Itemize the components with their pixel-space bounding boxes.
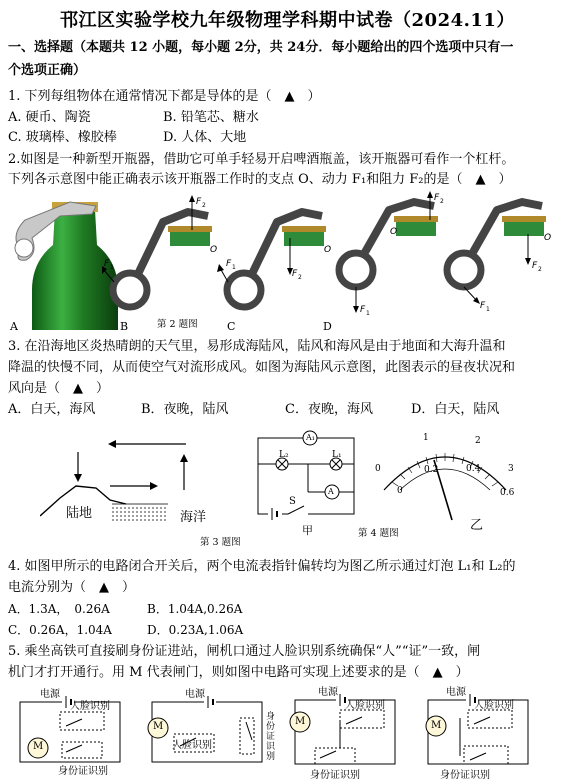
diagram-b: [102, 195, 217, 307]
circuit-jia-label: 甲: [302, 524, 313, 537]
dial-inner-06: 0.6: [500, 488, 515, 498]
svg-text:1: 1: [110, 264, 114, 271]
q3-line1: 3. 在沿海地区炎热晴朗的天气里，易形成海陆风，陆风和海风是由于地面和大海升温和: [8, 339, 506, 354]
q3-option-c: C．夜晚，海风: [285, 402, 373, 417]
svg-text:1: 1: [486, 306, 490, 313]
svg-text:O: O: [210, 245, 218, 255]
q5d-id-label: 身份证识别: [440, 770, 490, 781]
q3-line2: 降温的快慢不同，从而使空气对流形成风。如图为海陆风示意图，此图表示的昼夜状况和: [8, 360, 516, 375]
fig4-caption: 第 4 题图: [358, 528, 399, 539]
q4-option-a: A．1.3A， 0.26A: [8, 602, 110, 616]
q4-option-c: C．0.26A，1.04A: [8, 623, 112, 637]
q5b-motor-label: M: [153, 721, 164, 732]
q1-option-a: A. 硬币、陶瓷: [8, 110, 91, 125]
land-label: 陆地: [66, 506, 93, 521]
dial-inner-0: 0: [397, 486, 403, 496]
fig3-caption: 第 3 题图: [200, 537, 241, 548]
svg-text:F: F: [480, 301, 486, 311]
q5-line2: 机门才打开通行。用 M 代表闸门，则如图中电路可实现上述要求的是（ ▲ ）: [8, 665, 469, 680]
diagram-d1: [339, 191, 444, 317]
svg-text:F: F: [292, 269, 298, 279]
svg-text:F: F: [104, 259, 110, 269]
q3-option-d: D．白天，陆风: [411, 402, 500, 417]
lamp-l1-label: L₁: [332, 450, 342, 460]
bottle-photo: [15, 202, 118, 330]
figure-2-bottle-opener: [0, 190, 575, 330]
q3-option-b: B．夜晚，陆风: [141, 402, 229, 417]
dial-yi-label: 乙: [470, 518, 484, 533]
svg-text:1: 1: [366, 310, 370, 317]
q5-line1: 5. 乘坐高铁可直接刷身份证进站，闸机口通过人脸识别系统确保“人”“证”一致，闸: [8, 644, 481, 659]
fig2-label-a: A: [10, 320, 18, 333]
fig2-label-d: D: [323, 320, 332, 333]
svg-text:O: O: [390, 227, 398, 237]
q2-line2: 下列各示意图中能正确表示该开瓶器工作时的支点 O、动力 F₁和阻力 F₂的是（ ▲ ）: [8, 172, 512, 187]
section-heading-line1: 一、选择题（本题共 12 小题，每小题 2分，共 24分．每小题给出的四个选项中只有一: [8, 40, 514, 55]
fig2-label-b: B: [120, 320, 129, 333]
fig2-label-c: C: [227, 320, 236, 333]
q1-option-d: D. 人体、大地: [163, 130, 247, 145]
diagram-d2: [447, 202, 551, 313]
q4-line1: 4. 如图甲所示的电路闭合开关后，两个电流表指针偏转均为图乙所示通过灯泡 L₁和 L₂的: [8, 559, 516, 574]
q5c-id-label: 身份证识别: [310, 770, 360, 781]
meter-a-label: A: [328, 487, 334, 496]
q4-line2: 电流分别为（ ▲ ）: [8, 580, 135, 595]
q5a-motor-label: M: [33, 741, 44, 752]
q5c-motor-label: M: [295, 716, 306, 727]
q5b-power-label: 电源: [185, 689, 205, 700]
switch-s-label: S: [289, 496, 296, 507]
q5d-motor-label: M: [431, 720, 442, 731]
q5a-id-label: 身份证识别: [58, 766, 108, 777]
q3-line3: 风向是（ ▲ ）: [8, 381, 109, 396]
q2-line1: 2.如图是一种新型开瓶器，借助它可单手轻易开启啤酒瓶盖，该开瓶器可看作一个杠杆。: [8, 152, 515, 167]
lamp-l2-label: L₂: [279, 450, 289, 460]
q1-option-b: B. 铅笔芯、糖水: [163, 110, 259, 125]
q1-stem: 1. 下列每组物体在通常情况下都是导体的是（ ▲ ）: [8, 89, 321, 104]
dial-inner-02: 0.2: [424, 465, 439, 475]
dial-outer-2: 2: [475, 436, 481, 446]
figure-4-ammeter-dial: [370, 428, 520, 538]
q4-option-d: D．0.23A,1.06A: [147, 623, 244, 637]
svg-text:O: O: [544, 233, 552, 243]
svg-text:1: 1: [232, 264, 236, 271]
svg-text:F: F: [532, 261, 538, 271]
q5a-face-label: 人脸识别: [70, 701, 110, 712]
q5a-power-label: 电源: [40, 689, 60, 700]
exam-title: 邗江区实验学校九年级物理学科期中试卷（2024.11）: [60, 10, 515, 31]
svg-text:F: F: [434, 193, 440, 203]
q1-option-c: C. 玻璃棒、橡胶棒: [8, 130, 117, 145]
fig2-caption: 第 2 题图: [157, 319, 198, 330]
figure-4-circuit: [252, 430, 362, 522]
svg-text:2: 2: [202, 202, 206, 209]
q5d-power-label: 电源: [446, 687, 466, 698]
q5c-face-label: 人脸识别: [345, 700, 385, 711]
svg-text:2: 2: [538, 266, 542, 273]
q4-option-b: B．1.04A,0.26A: [147, 602, 243, 616]
dial-outer-1: 1: [423, 433, 429, 443]
svg-text:F: F: [196, 197, 202, 207]
q5c-power-label: 电源: [318, 687, 338, 698]
dial-inner-04: 0.4: [466, 464, 481, 474]
svg-text:2: 2: [298, 274, 302, 281]
svg-text:F: F: [226, 259, 232, 269]
q3-option-a: A．白天，海风: [8, 402, 96, 417]
svg-text:O: O: [324, 245, 332, 255]
svg-text:2: 2: [440, 198, 444, 205]
q5d-face-label: 人脸识别: [474, 700, 514, 711]
diagram-c: [217, 212, 331, 307]
q5b-face-label: 人脸识别: [172, 740, 212, 751]
svg-text:F: F: [360, 305, 366, 315]
dial-outer-3: 3: [508, 464, 514, 474]
section-heading-line2: 个选项正确）: [8, 63, 87, 78]
meter-a1-label: A₁: [306, 433, 315, 442]
sea-label: 海洋: [180, 510, 207, 525]
q5b-id-vertical-label: 身份证识别: [266, 712, 276, 762]
dial-outer-0: 0: [375, 464, 381, 474]
